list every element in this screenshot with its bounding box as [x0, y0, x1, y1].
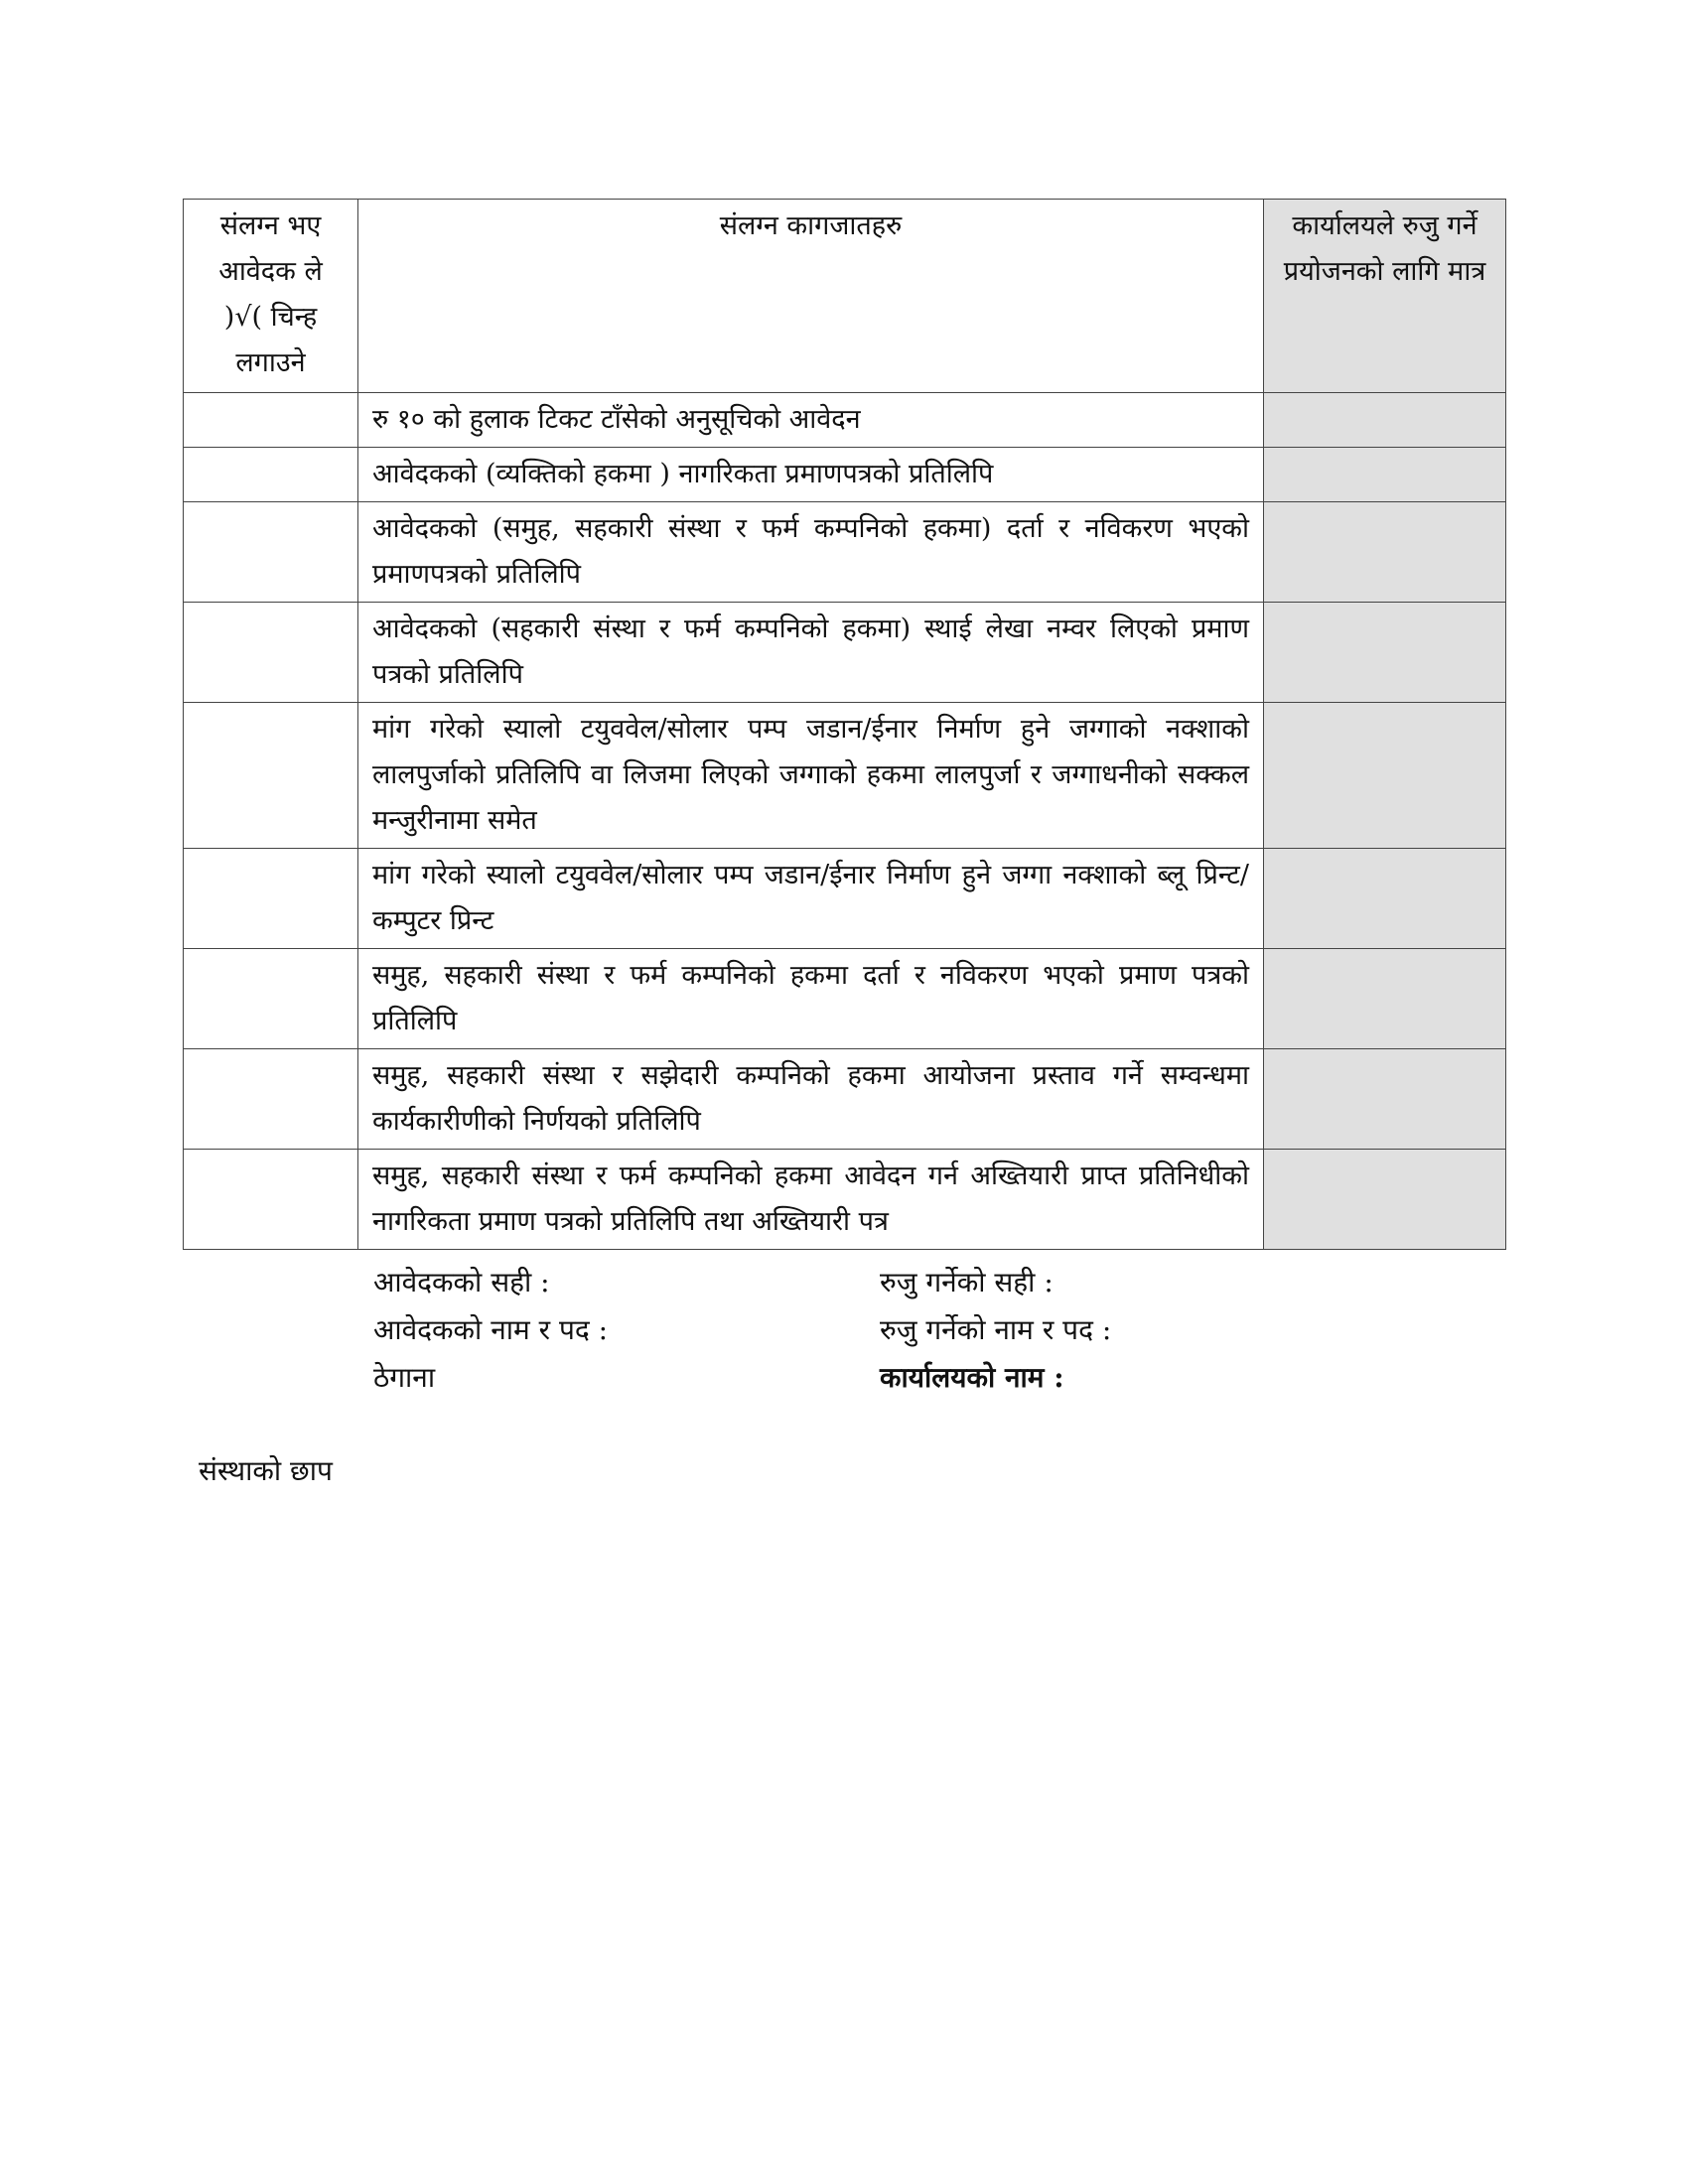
tick-cell[interactable]: [184, 703, 358, 849]
header-office-column: कार्यालयले रुजु गर्ने प्रयोजनको लागि मात्र: [1264, 200, 1506, 393]
verifier-signature-block: [880, 1259, 1111, 1402]
tick-cell[interactable]: [184, 448, 358, 502]
office-use-cell: [1264, 703, 1506, 849]
table-row: [184, 703, 1506, 849]
address-label: ठेगाना: [373, 1361, 436, 1394]
table-row: [184, 603, 1506, 703]
table-row: [184, 1049, 1506, 1150]
applicant-signature-block: [373, 1259, 608, 1402]
office-use-cell: [1264, 393, 1506, 448]
office-use-cell: [1264, 949, 1506, 1049]
document-cell: आवेदकको (व्यक्तिको हकमा ) नागरिकता प्रमाणपत्रको प्रतिलिपि: [358, 448, 1264, 502]
office-use-cell: [1264, 849, 1506, 949]
applicant-name-post-label: आवेदकको नाम र पद :: [373, 1313, 609, 1346]
tick-cell[interactable]: [184, 1049, 358, 1150]
tick-cell[interactable]: [184, 603, 358, 703]
verifier-signature-label: रुजु गर्नेको सही :: [880, 1266, 1054, 1298]
tick-cell[interactable]: [184, 949, 358, 1049]
table-row: [184, 949, 1506, 1049]
organization-seal-label: संस्थाको छाप: [199, 1454, 333, 1487]
document-cell: आवेदकको (सहकारी संस्था र फर्म कम्पनिको हकमा) स्थाई लेखा नम्वर लिएको प्रमाण पत्रको प्रतिलिपि: [358, 603, 1264, 703]
tick-cell[interactable]: [184, 1150, 358, 1250]
header-documents-column: संलग्न कागजातहरु: [358, 200, 1264, 393]
document-cell: मांग गरेको स्यालो टयुववेल/सोलार पम्प जडान/ईनार निर्माण हुने जग्गाको नक्शाको लालपुर्जाको प्रतिलिपि वा लिजमा लिएको जग्गाको हकमा लालपुर्जा र जग्गाधनीको सक्कल मन्जुरीनामा समेत: [358, 703, 1264, 849]
document-cell: मांग गरेको स्यालो टयुववेल/सोलार पम्प जडान/ईनार निर्माण हुने जग्गा नक्शाको ब्लू प्रिन्ट/कम्पुटर प्रिन्ट: [358, 849, 1264, 949]
table-row: [184, 448, 1506, 502]
document-cell: आवेदकको (समुह, सहकारी संस्था र फर्म कम्पनिको हकमा) दर्ता र नविकरण भएको प्रमाणपत्रको प्रतिलिपि: [358, 502, 1264, 603]
tick-cell[interactable]: [184, 849, 358, 949]
office-use-cell: [1264, 448, 1506, 502]
table-row: [184, 502, 1506, 603]
office-use-cell: [1264, 1049, 1506, 1150]
applicant-signature-label: आवेदकको सही :: [373, 1266, 550, 1298]
tick-cell[interactable]: [184, 502, 358, 603]
document-cell: समुह, सहकारी संस्था र सझेदारी कम्पनिको हकमा आयोजना प्रस्ताव गर्ने सम्वन्धमा कार्यकारीणीको निर्णयको प्रतिलिपि: [358, 1049, 1264, 1150]
table-row: [184, 849, 1506, 949]
document-cell: समुह, सहकारी संस्था र फर्म कम्पनिको हकमा दर्ता र नविकरण भएको प्रमाण पत्रको प्रतिलिपि: [358, 949, 1264, 1049]
table-row: [184, 393, 1506, 448]
office-name-label: कार्यालयको नाम :: [880, 1361, 1064, 1394]
verifier-name-post-label: रुजु गर्नेको नाम र पद :: [880, 1313, 1112, 1346]
office-use-cell: [1264, 502, 1506, 603]
document-checklist-table: [183, 199, 1506, 1250]
tick-cell[interactable]: [184, 393, 358, 448]
document-cell: रु १० को हुलाक टिकट टाँसेको अनुसूचिको आवेदन: [358, 393, 1264, 448]
office-use-cell: [1264, 1150, 1506, 1250]
table-row: [184, 1150, 1506, 1250]
header-tick-column: संलग्न भए आवेदक ले )√( चिन्ह लगाउने: [184, 200, 358, 393]
document-cell: समुह, सहकारी संस्था र फर्म कम्पनिको हकमा आवेदन गर्न अख्तियारी प्राप्त प्रतिनिधीको नागरिकता प्रमाण पत्रको प्रतिलिपि तथा अख्तियारी पत्र: [358, 1150, 1264, 1250]
office-use-cell: [1264, 603, 1506, 703]
table-header-row: [184, 200, 1506, 393]
